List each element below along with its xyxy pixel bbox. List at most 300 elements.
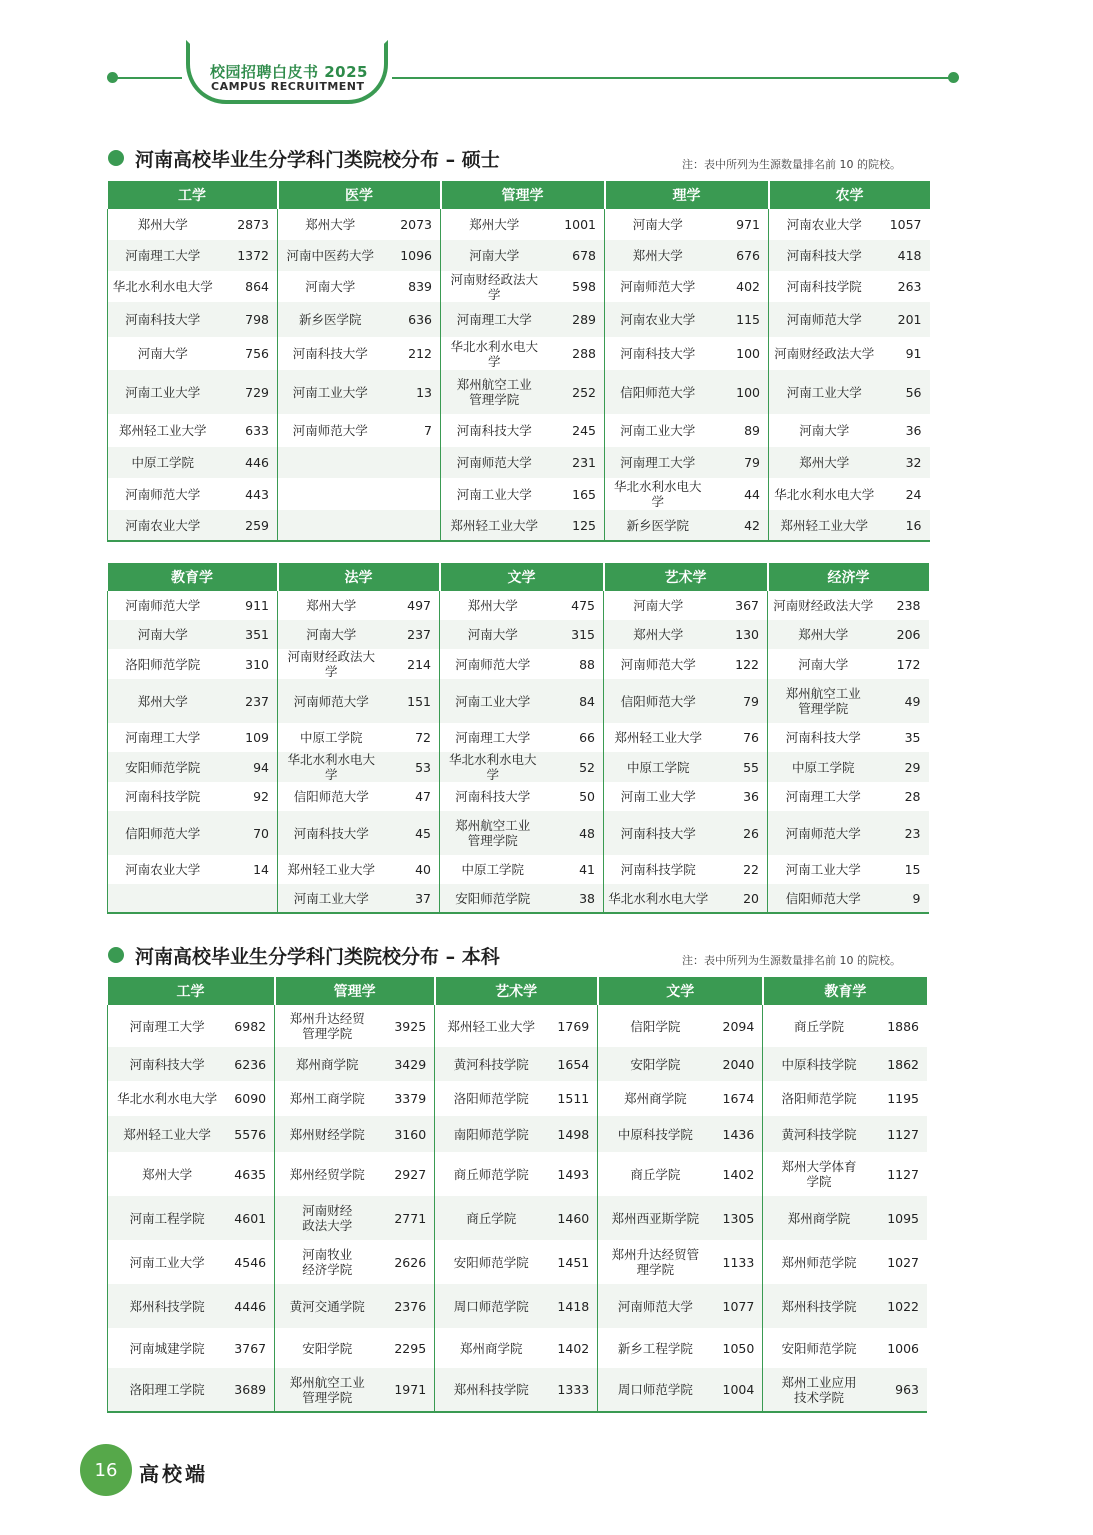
graduate-count: 237 xyxy=(218,679,278,723)
graduate-count: 2771 xyxy=(379,1196,434,1240)
school-name: 华北水利水电大学 xyxy=(108,271,218,302)
school-name: 郑州工业应用 技术学院 xyxy=(763,1368,875,1412)
school-name: 河南科技学院 xyxy=(786,279,862,294)
graduate-count: 92 xyxy=(218,782,278,811)
table-row xyxy=(108,1116,928,1152)
graduate-count: 45 xyxy=(385,811,440,855)
graduate-count xyxy=(218,884,278,913)
column-header: 管理学 xyxy=(275,977,435,1005)
column-header: 工学 xyxy=(108,181,278,209)
school-name: 郑州航空工业 管理学院 xyxy=(275,1368,380,1412)
graduate-count: 28 xyxy=(904,789,921,804)
graduate-count: 729 xyxy=(218,370,278,414)
graduate-count: 2376 xyxy=(379,1284,434,1328)
school-name: 郑州大学 xyxy=(108,679,218,723)
table-row xyxy=(108,510,930,541)
school-name: 郑州轻工业大学 xyxy=(287,862,375,877)
graduate-count: 130 xyxy=(713,620,768,649)
graduate-count xyxy=(383,447,441,478)
bachelors-table xyxy=(107,977,927,1413)
column-header: 经济学 xyxy=(768,563,929,591)
graduate-count: 238 xyxy=(896,598,921,613)
school-name: 黄河科技学院 xyxy=(763,1116,875,1152)
graduate-count: 1057 xyxy=(889,217,922,232)
school-name: 河南财经政法大学 xyxy=(774,346,875,361)
graduate-count: 1027 xyxy=(887,1254,919,1270)
header-subtitle: CAMPUS RECRUITMENT xyxy=(211,80,365,93)
table-row xyxy=(108,1328,928,1368)
school-name: 新乡医学院 xyxy=(605,510,711,541)
graduate-count: 4446 xyxy=(226,1284,274,1328)
school-name: 郑州商学院 xyxy=(763,1196,875,1240)
table-row xyxy=(108,370,930,414)
table-row xyxy=(108,723,929,752)
table-row xyxy=(108,811,929,855)
graduate-count: 443 xyxy=(218,478,278,510)
graduate-count: 3925 xyxy=(379,1005,434,1047)
school-name: 郑州轻工业大学 xyxy=(108,1116,227,1152)
graduate-count: 756 xyxy=(218,337,278,370)
graduate-count: 35 xyxy=(904,730,921,745)
table-row xyxy=(108,752,929,782)
school-name: 河南大学 xyxy=(632,217,683,232)
graduate-count: 1493 xyxy=(547,1152,597,1196)
table-row xyxy=(108,1081,928,1116)
graduate-count: 1971 xyxy=(379,1368,434,1412)
graduate-count: 6090 xyxy=(226,1081,274,1116)
graduate-count: 1372 xyxy=(218,240,278,271)
school-name: 信阳师范大学 xyxy=(293,789,369,804)
graduate-count: 4635 xyxy=(226,1152,274,1196)
graduate-count: 2626 xyxy=(379,1240,434,1284)
graduate-count: 1418 xyxy=(547,1284,597,1328)
school-name: 郑州科技学院 xyxy=(763,1284,875,1328)
header-line-right xyxy=(392,77,954,79)
graduate-count: 676 xyxy=(711,240,769,271)
school-name: 商丘学院 xyxy=(435,1196,548,1240)
graduate-count: 79 xyxy=(713,679,768,723)
column-header: 管理学 xyxy=(441,181,605,209)
column-header: 文学 xyxy=(440,563,604,591)
graduate-count: 42 xyxy=(711,510,769,541)
graduate-count: 839 xyxy=(383,271,441,302)
graduate-count: 48 xyxy=(546,811,604,855)
table-row xyxy=(108,591,929,620)
header-title: 校园招聘白皮书 2025 xyxy=(210,63,368,81)
school-name: 郑州航空工业 管理学院 xyxy=(440,811,546,855)
school-name: 河南工业大学 xyxy=(785,862,861,877)
table-row xyxy=(108,649,929,679)
school-name: 河南理工大学 xyxy=(785,789,861,804)
graduate-count: 402 xyxy=(711,271,769,302)
graduate-count: 1077 xyxy=(713,1284,763,1328)
graduate-count: 598 xyxy=(548,271,605,302)
graduate-count: 79 xyxy=(711,447,769,478)
column-header: 理学 xyxy=(605,181,769,209)
school-name: 郑州科技学院 xyxy=(435,1368,548,1412)
table-row xyxy=(108,1152,928,1196)
school-name: 河南师范大学 xyxy=(768,811,879,855)
column-header: 法学 xyxy=(278,563,440,591)
table-row xyxy=(108,337,930,370)
graduate-count: 678 xyxy=(548,240,605,271)
graduate-count: 94 xyxy=(218,752,278,782)
school-name: 郑州大学 xyxy=(769,447,880,478)
graduate-count: 22 xyxy=(713,855,768,884)
graduate-count: 115 xyxy=(711,302,769,337)
table-row xyxy=(108,414,930,447)
graduate-count: 72 xyxy=(385,723,440,752)
school-name: 信阳学院 xyxy=(630,1018,681,1034)
school-name: 河南大学 xyxy=(441,240,548,271)
graduate-count: 1436 xyxy=(713,1116,763,1152)
graduate-count: 3379 xyxy=(379,1081,434,1116)
school-name: 郑州工商学院 xyxy=(289,1091,365,1106)
graduate-count: 47 xyxy=(385,782,440,811)
school-name: 洛阳师范学院 xyxy=(781,1091,857,1106)
table-row xyxy=(108,240,930,271)
table-row xyxy=(108,855,929,884)
school-name: 郑州轻工业大学 xyxy=(108,414,218,447)
school-name: 河南城建学院 xyxy=(108,1328,227,1368)
column-header: 艺术学 xyxy=(604,563,768,591)
graduate-count: 15 xyxy=(904,862,921,877)
graduate-count: 26 xyxy=(713,811,768,855)
graduate-count: 20 xyxy=(713,884,768,913)
school-name: 郑州商学院 xyxy=(624,1091,687,1106)
graduate-count: 1095 xyxy=(875,1196,927,1240)
school-name: 郑州大学 xyxy=(108,1152,227,1196)
school-name: 河南农业大学 xyxy=(108,855,218,884)
graduate-count: 50 xyxy=(546,782,604,811)
table-row xyxy=(108,620,929,649)
graduate-count: 259 xyxy=(218,510,278,541)
school-name: 河南农业大学 xyxy=(605,302,711,337)
graduate-count: 963 xyxy=(875,1368,927,1412)
bachelors-section-title: 河南高校毕业生分学科门类院校分布 – 本科 xyxy=(135,946,500,968)
school-name: 河南科技大学 xyxy=(278,811,385,855)
school-name: 安阳师范学院 xyxy=(453,1254,529,1270)
school-name: 郑州大学 xyxy=(469,217,520,232)
school-name xyxy=(108,884,218,913)
table-row xyxy=(108,1005,928,1047)
school-name: 河南大学 xyxy=(278,620,385,649)
graduate-count: 3767 xyxy=(226,1328,274,1368)
graduate-count: 1050 xyxy=(713,1328,763,1368)
table-row xyxy=(108,1368,928,1412)
school-name: 河南工业大学 xyxy=(278,370,383,414)
page-number-badge: 16 xyxy=(80,1444,132,1496)
school-name: 河南科技大学 xyxy=(604,811,713,855)
school-name: 商丘学院 xyxy=(793,1018,844,1034)
graduate-count: 52 xyxy=(546,752,604,782)
graduate-count: 14 xyxy=(218,855,278,884)
graduate-count: 1498 xyxy=(547,1116,597,1152)
graduate-count: 2040 xyxy=(713,1047,763,1081)
masters-section-note: 注：表中所列为生源数量排名前 10 的院校。 xyxy=(682,158,901,171)
school-name: 河南理工大学 xyxy=(108,240,218,271)
graduate-count: 798 xyxy=(218,302,278,337)
school-name: 中原科技学院 xyxy=(763,1047,875,1081)
graduate-count: 1886 xyxy=(887,1018,919,1034)
bachelors-section-note: 注：表中所列为生源数量排名前 10 的院校。 xyxy=(682,954,901,967)
school-name: 郑州西亚斯学院 xyxy=(598,1196,713,1240)
school-name: 郑州财经学院 xyxy=(275,1116,380,1152)
school-name: 河南师范大学 xyxy=(598,1284,713,1328)
school-name: 河南师范大学 xyxy=(620,656,696,672)
school-name: 河南财经 政法大学 xyxy=(275,1196,380,1240)
school-name: 郑州升达经贸 管理学院 xyxy=(289,1011,365,1041)
school-name: 河南师范大学 xyxy=(441,447,548,478)
school-name: 郑州师范学院 xyxy=(781,1254,857,1270)
graduate-count: 2094 xyxy=(713,1005,763,1047)
graduate-count: 245 xyxy=(548,414,605,447)
graduate-count: 214 xyxy=(385,649,440,679)
school-name: 河南理工大学 xyxy=(605,447,711,478)
school-name: 河南师范大学 xyxy=(769,302,880,337)
school-name: 安阳学院 xyxy=(302,1340,353,1356)
school-name: 河南工业大学 xyxy=(456,486,532,502)
graduate-count: 1402 xyxy=(547,1328,597,1368)
column-header: 教育学 xyxy=(108,563,278,591)
graduate-count: 88 xyxy=(546,649,604,679)
graduate-count: 1022 xyxy=(875,1284,927,1328)
table-row xyxy=(108,1240,928,1284)
school-name: 郑州航空工业 管理学院 xyxy=(441,370,548,414)
school-name: 河南工业大学 xyxy=(108,1240,227,1284)
school-name: 郑州商学院 xyxy=(275,1047,380,1081)
graduate-count: 3689 xyxy=(226,1368,274,1412)
header-dot-right xyxy=(948,72,959,83)
section-bullet-icon xyxy=(108,150,124,166)
school-name: 华北水利水电大学 xyxy=(440,752,546,782)
school-name: 郑州轻工业大学 xyxy=(447,1018,536,1034)
section-bullet-icon xyxy=(108,947,124,963)
column-header: 医学 xyxy=(278,181,441,209)
school-name: 安阳师范学院 xyxy=(781,1340,857,1356)
school-name: 河南工程学院 xyxy=(108,1196,227,1240)
school-name: 郑州轻工业大学 xyxy=(614,730,702,745)
graduate-count: 288 xyxy=(548,337,605,370)
school-name: 郑州商学院 xyxy=(460,1340,523,1356)
graduate-count: 497 xyxy=(385,591,440,620)
school-name: 洛阳师范学院 xyxy=(453,1091,529,1106)
graduate-count: 418 xyxy=(880,240,930,271)
school-name: 郑州大学体育 学院 xyxy=(781,1159,857,1189)
table-row xyxy=(108,884,929,913)
school-name: 黄河交通学院 xyxy=(275,1284,380,1328)
graduate-count: 6236 xyxy=(226,1047,274,1081)
school-name: 郑州科技学院 xyxy=(108,1284,227,1328)
school-name: 河南科技大学 xyxy=(769,240,880,271)
school-name: 河南科技大学 xyxy=(292,346,368,361)
school-name: 河南科技大学 xyxy=(620,346,696,361)
school-name: 河南财经政法大学 xyxy=(773,598,874,613)
school-name: 华北水利水电大学 xyxy=(108,1081,227,1116)
graduate-count: 16 xyxy=(880,510,930,541)
school-name: 郑州大学 xyxy=(108,209,218,240)
column-header: 农学 xyxy=(769,181,930,209)
graduate-count: 1006 xyxy=(887,1340,919,1356)
school-name: 河南大学 xyxy=(633,598,684,613)
graduate-count: 5576 xyxy=(226,1116,274,1152)
school-name: 信阳师范大学 xyxy=(604,679,713,723)
school-name: 河南工业大学 xyxy=(620,423,696,438)
graduate-count: 100 xyxy=(711,337,769,370)
graduate-count: 53 xyxy=(385,752,440,782)
school-name: 河南中医药大学 xyxy=(278,240,383,271)
graduate-count: 37 xyxy=(385,884,440,913)
school-name: 河南工业大学 xyxy=(278,884,385,913)
graduate-count: 1451 xyxy=(547,1240,597,1284)
school-name: 河南工业大学 xyxy=(769,370,880,414)
graduate-count: 36 xyxy=(713,782,768,811)
header-line-left xyxy=(112,77,182,79)
footer-label: 高校端 xyxy=(139,1462,208,1486)
school-name: 郑州大学 xyxy=(605,240,711,271)
graduate-count: 911 xyxy=(218,591,278,620)
school-name: 郑州升达经贸管 理学院 xyxy=(611,1247,700,1277)
school-name: 河南大学 xyxy=(108,620,218,649)
table-row xyxy=(108,209,930,240)
school-name: 信阳师范大学 xyxy=(108,811,218,855)
graduate-count: 23 xyxy=(879,811,929,855)
school-name: 河南大学 xyxy=(440,620,546,649)
school-name: 安阳师范学院 xyxy=(440,884,546,913)
school-name: 河南师范大学 xyxy=(620,279,696,294)
graduate-count: 125 xyxy=(548,510,605,541)
school-name: 河南工业大学 xyxy=(620,789,696,804)
school-name: 郑州大学 xyxy=(467,598,518,613)
school-name: 河南理工大学 xyxy=(108,723,218,752)
graduate-count: 475 xyxy=(546,591,604,620)
school-name: 河南科技学院 xyxy=(620,862,696,877)
column-header: 艺术学 xyxy=(435,977,598,1005)
graduate-count: 1096 xyxy=(383,240,441,271)
school-name: 郑州轻工业大学 xyxy=(769,510,880,541)
graduate-count: 84 xyxy=(546,679,604,723)
school-name: 信阳师范大学 xyxy=(768,884,879,913)
header-dot-left xyxy=(107,72,118,83)
school-name: 河南大学 xyxy=(108,337,218,370)
graduate-count: 91 xyxy=(905,346,922,361)
graduate-count: 41 xyxy=(546,855,604,884)
graduate-count: 4546 xyxy=(226,1240,274,1284)
school-name: 河南师范大学 xyxy=(292,423,368,438)
school-name: 河南财经政法大学 xyxy=(287,649,375,679)
school-name: 河南财经政法大学 xyxy=(450,271,538,302)
graduate-count: 9 xyxy=(879,884,929,913)
graduate-count: 89 xyxy=(711,414,769,447)
graduate-count: 109 xyxy=(218,723,278,752)
table-row xyxy=(108,478,930,510)
school-name: 华北水利水电大学 xyxy=(278,752,385,782)
school-name: 商丘学院 xyxy=(630,1166,681,1182)
table-row xyxy=(108,782,929,811)
masters-section-title: 河南高校毕业生分学科门类院校分布 – 硕士 xyxy=(135,149,500,171)
school-name: 郑州轻工业大学 xyxy=(441,510,548,541)
graduate-count: 3160 xyxy=(379,1116,434,1152)
graduate-count: 864 xyxy=(218,271,278,302)
graduate-count: 636 xyxy=(383,302,441,337)
graduate-count: 13 xyxy=(383,370,441,414)
graduate-count: 66 xyxy=(546,723,604,752)
graduate-count: 4601 xyxy=(226,1196,274,1240)
graduate-count: 56 xyxy=(880,370,930,414)
school-name: 郑州大学 xyxy=(768,620,879,649)
school-name: 中原科技学院 xyxy=(598,1116,713,1152)
graduate-count: 40 xyxy=(385,855,440,884)
table-row xyxy=(108,1047,928,1081)
table-row xyxy=(108,447,930,478)
graduate-count: 289 xyxy=(548,302,605,337)
graduate-count: 1460 xyxy=(547,1196,597,1240)
graduate-count: 1769 xyxy=(547,1005,597,1047)
graduate-count: 2873 xyxy=(218,209,278,240)
graduate-count: 351 xyxy=(218,620,278,649)
school-name: 华北水利水电大学 xyxy=(604,884,713,913)
column-header: 教育学 xyxy=(763,977,927,1005)
school-name: 河南工业大学 xyxy=(108,370,218,414)
graduate-count: 2073 xyxy=(383,209,441,240)
graduate-count: 76 xyxy=(713,723,768,752)
graduate-count: 1195 xyxy=(887,1091,919,1106)
school-name: 郑州大学 xyxy=(604,620,713,649)
graduate-count: 206 xyxy=(879,620,929,649)
school-name: 周口师范学院 xyxy=(435,1284,548,1328)
graduate-count: 1674 xyxy=(713,1081,763,1116)
masters-table-2 xyxy=(107,563,929,914)
graduate-count: 201 xyxy=(880,302,930,337)
graduate-count: 1333 xyxy=(547,1368,597,1412)
graduate-count: 1127 xyxy=(887,1166,919,1182)
school-name: 河南科技大学 xyxy=(785,730,861,745)
school-name: 信阳师范大学 xyxy=(605,370,711,414)
school-name: 河南理工大学 xyxy=(108,1005,227,1047)
school-name: 河南师范大学 xyxy=(108,591,218,620)
school-name: 洛阳理工学院 xyxy=(108,1368,227,1412)
graduate-count xyxy=(383,478,441,510)
graduate-count: 252 xyxy=(548,370,605,414)
school-name: 南阳师范学院 xyxy=(435,1116,548,1152)
graduate-count: 32 xyxy=(880,447,930,478)
graduate-count: 55 xyxy=(713,752,768,782)
graduate-count: 633 xyxy=(218,414,278,447)
table-row xyxy=(108,1284,928,1328)
graduate-count: 446 xyxy=(218,447,278,478)
school-name: 周口师范学院 xyxy=(598,1368,713,1412)
graduate-count: 172 xyxy=(896,656,921,672)
graduate-count: 49 xyxy=(879,679,929,723)
school-name: 河南理工大学 xyxy=(441,302,548,337)
table-row xyxy=(108,271,930,302)
school-name: 河南理工大学 xyxy=(455,730,531,745)
school-name: 郑州大学 xyxy=(305,217,356,232)
graduate-count: 36 xyxy=(905,423,922,438)
graduate-count: 122 xyxy=(713,649,768,679)
school-name xyxy=(278,510,383,541)
graduate-count: 1133 xyxy=(713,1240,763,1284)
masters-table-1 xyxy=(107,181,930,542)
school-name xyxy=(278,447,383,478)
graduate-count: 1862 xyxy=(875,1047,927,1081)
graduate-count xyxy=(383,510,441,541)
graduate-count: 315 xyxy=(546,620,604,649)
school-name: 中原工学院 xyxy=(768,752,879,782)
school-name xyxy=(278,478,383,510)
school-name: 华北水利水电大学 xyxy=(774,486,875,502)
school-name: 中原工学院 xyxy=(108,447,218,478)
